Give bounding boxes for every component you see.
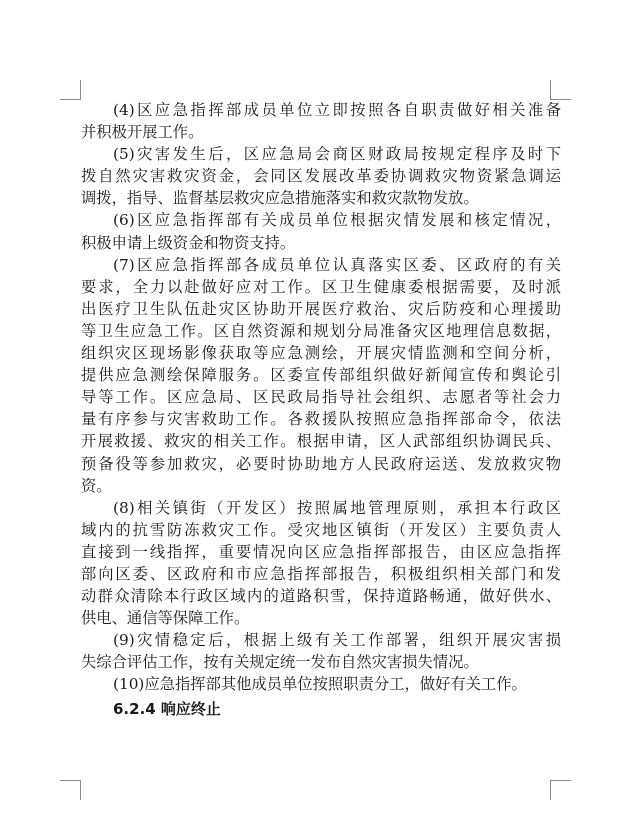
paragraph-line: 供电、通信等保障工作。 <box>81 609 250 628</box>
paragraph-line: 资。 <box>81 476 112 495</box>
crop-mark-bottom-right-vertical <box>550 780 551 800</box>
paragraph-line: 出医疗卫生队伍赴灾区协助开展医疗救治、灾后防疫和心理援助 <box>81 299 561 318</box>
section-heading: 6.2.4 响应终止 <box>113 699 221 718</box>
crop-mark-top-left-horizontal <box>60 99 81 100</box>
crop-mark-bottom-left-horizontal <box>60 780 81 781</box>
paragraph-line: 组织灾区现场影像获取等应急测绘，开展灾情监测和空间分析， <box>81 344 561 363</box>
paragraph-line: 并积极开展工作。 <box>81 123 204 142</box>
paragraph-line: (7)区应急指挥部各成员单位认真落实区委、区政府的有关 <box>113 255 561 274</box>
paragraph-line: (4)区应急指挥部成员单位立即按照各自职责做好相关准备 <box>113 101 561 119</box>
paragraph-line: 开展救援、救灾的相关工作。根据申请，区人武部组织协调民兵、 <box>81 432 561 451</box>
paragraph-line: (6)区应急指挥部有关成员单位根据灾情发展和核定情况， <box>113 211 561 230</box>
paragraph-8 <box>81 497 561 630</box>
paragraph-line: (9)灾情稳定后，根据上级有关工作部署，组织开展灾害损 <box>113 631 561 650</box>
paragraph-4 <box>81 99 561 143</box>
paragraph-line: 积极申请上级资金和物资支持。 <box>81 233 296 252</box>
paragraph-line: 调拨，指导、监督基层救灾应急措施落实和救灾款物发放。 <box>81 189 479 208</box>
crop-mark-top-right-vertical <box>550 80 551 100</box>
paragraph-line: 部向区委、区政府和市应急指挥部报告，积极组织相关部门和发 <box>81 564 561 583</box>
paragraph-line: 拨自然灾害救灾资金，会同区发展改革委协调救灾物资紧急调运 <box>81 167 561 186</box>
paragraph-line: 域内的抗雪防冻救灾工作。受灾地区镇街（开发区）主要负责人 <box>81 520 561 539</box>
paragraph-line: (10)应急指挥部其他成员单位按照职责分工，做好有关工作。 <box>113 675 527 694</box>
paragraph-line: 要求，全力以赴做好应对工作。区卫生健康委根据需要，及时派 <box>81 277 561 296</box>
paragraph-line: 导等工作。区应急局、区民政局指导社会组织、志愿者等社会力 <box>81 388 561 407</box>
paragraph-line: 提供应急测绘保障服务。区委宣传部组织做好新闻宣传和舆论引 <box>81 366 561 385</box>
paragraph-line: 等卫生应急工作。区自然资源和规划分局准备灾区地理信息数据， <box>81 321 561 340</box>
document-body <box>81 99 561 722</box>
paragraph-line: 失综合评估工作，按有关规定统一发布自然灾害损失情况。 <box>81 653 479 672</box>
crop-mark-bottom-right-horizontal <box>550 780 571 781</box>
paragraph-7 <box>81 254 561 497</box>
paragraph-9 <box>81 629 561 673</box>
paragraph-10 <box>81 673 561 695</box>
paragraph-line: 动群众清除本行政区域内的道路积雪，保持道路畅通，做好供水、 <box>81 587 561 606</box>
crop-mark-top-left-vertical <box>80 80 81 100</box>
paragraph-5 <box>81 143 561 209</box>
paragraph-line: 预备役等参加救灾，必要时协助地方人民政府运送、发放救灾物 <box>81 454 561 473</box>
paragraph-line: 量有序参与灾害救助工作。各救援队按照应急指挥部命令，依法 <box>81 410 561 429</box>
paragraph-line: 直接到一线指挥，重要情况向区应急指挥部报告，由区应急指挥 <box>81 542 561 561</box>
crop-mark-bottom-left-vertical <box>80 780 81 800</box>
paragraph-line: (5)灾害发生后，区应急局会商区财政局按规定程序及时下 <box>113 145 561 164</box>
paragraph-6 <box>81 209 561 253</box>
paragraph-line: (8)相关镇街（开发区）按照属地管理原则，承担本行政区 <box>113 498 561 517</box>
